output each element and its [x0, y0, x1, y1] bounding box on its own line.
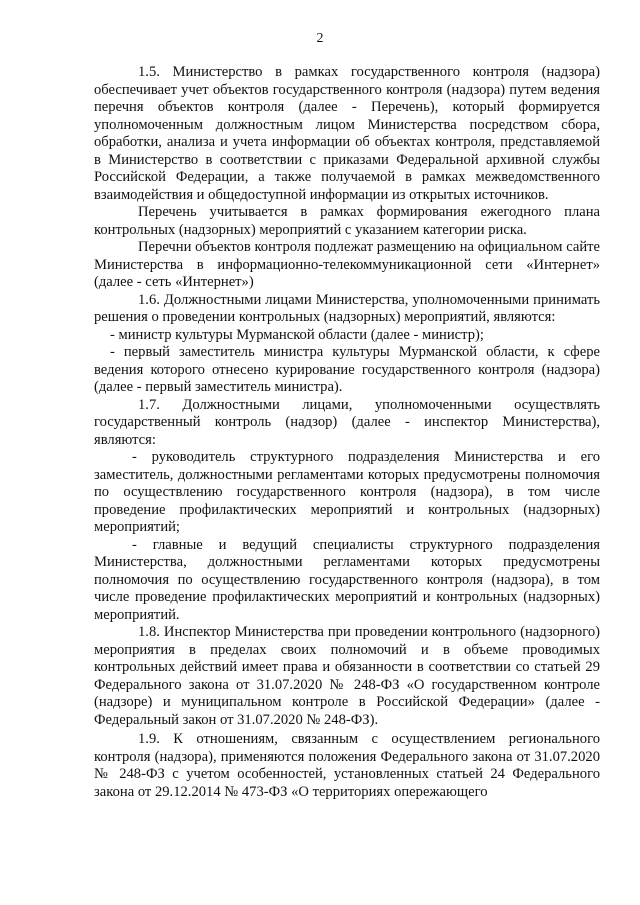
list-item-specialists: - главные и ведущий специалисты структурного подразделения Министерства, должностными регламентами которых предусмотрены полномочия по осуществлению государственного контроля (надзора), в том числе проведение профилактических мероприятий и контрольных (надзорных) мероприятий. — [94, 536, 600, 623]
paragraph-register-note: Перечень учитывается в рамках формирования ежегодного плана контрольных (надзорных) мероприятий с указанием категории риска. — [94, 204, 600, 238]
paragraph-1-5: 1.5. Министерство в рамках государственного контроля (надзора) обеспечивает учет объектов государственного контроля (надзора) путем ведения перечня объектов контроля (далее - Перечень), который формируется уполномоченным должностным лицом Министерства посредством сбора, обработки, анализа и учета информации об объектах контроля, представляемой в Министерство в соответствии с приказами Федеральной архивной службы Российской Федерации, а также получаемой в рамках межведомственного взаимодействия и общедоступной информации из открытых источников. — [94, 64, 600, 203]
list-item-first-deputy: - первый заместитель министра культуры Мурманской области, к сфере ведения которого отнесено курирование государственного контроля (надзора) (далее - первый заместитель министра). — [94, 344, 600, 395]
document-body — [94, 64, 600, 801]
paragraph-1-6: 1.6. Должностными лицами Министерства, уполномоченными принимать решения о проведении контрольных (надзорных) мероприятий, являются: — [94, 291, 600, 325]
paragraph-1-8: 1.8. Инспектор Министерства при проведении контрольного (надзорного) мероприятия в пределах своих полномочий и в объеме проводимых контрольных действий имеет права и обязанности в соответствии со статьей 29 Федерального закона от 31.07.2020 № 248-ФЗ «О государственном контроле (надзоре) и муниципальном контроле в Российской Федерации» (далее - Федеральный закон от 31.07.2020 № 248-ФЗ). — [94, 624, 600, 728]
page-number: 2 — [316, 31, 324, 46]
list-item-head-of-division: - руководитель структурного подразделения Министерства и его заместитель, должностными регламентами которых предусмотрены полномочия по осуществлению государственного контроля (надзора), в том числе проведение профилактических мероприятий и контрольных (надзорных) мероприятий; — [94, 449, 600, 535]
paragraph-1-7: 1.7. Должностными лицами, уполномоченными осуществлять государственный контроль (надзор) (далее - инспектор Министерства), являются: — [94, 396, 600, 448]
paragraph-register-publication: Перечни объектов контроля подлежат размещению на официальном сайте Министерства в информационно-телекоммуникационной сети «Интернет» (далее - сеть «Интернет») — [94, 239, 600, 290]
paragraph-1-9: 1.9. К отношениям, связанным с осуществлением регионального контроля (надзора), применяются положения Федерального закона от 31.07.2020 № 248-ФЗ с учетом особенностей, установленных статьей 24 Федерального закона от 29.12.2014 № 473-ФЗ «О территориях опережающего — [94, 731, 600, 800]
list-item-minister: - министр культуры Мурманской области (далее - министр); — [110, 326, 484, 343]
